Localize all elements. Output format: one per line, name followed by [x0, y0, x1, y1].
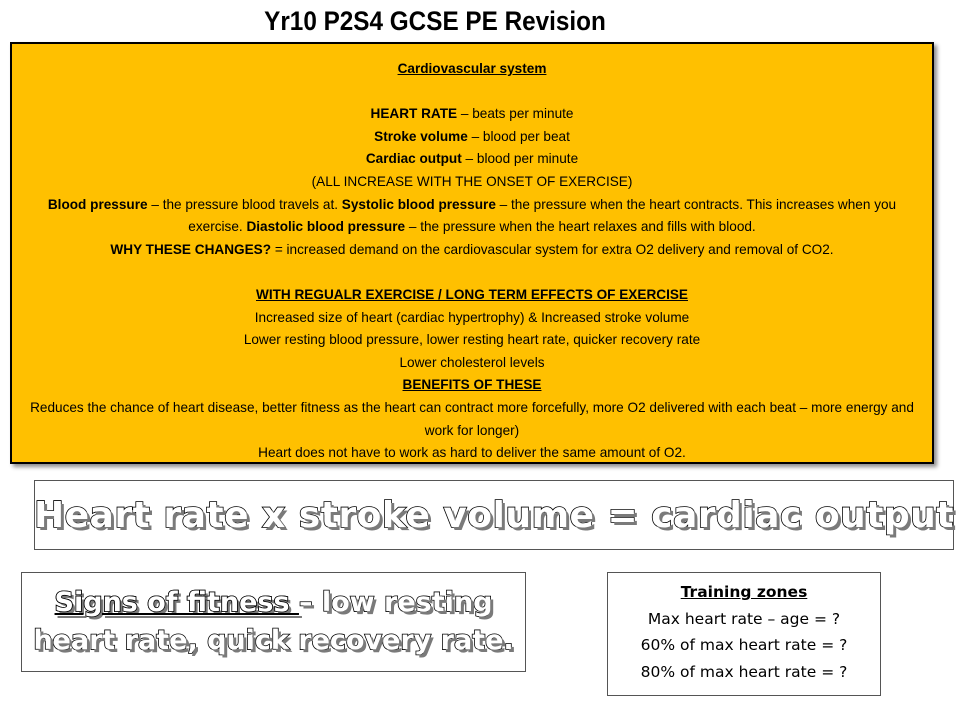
- cardio-heading: Cardiovascular system: [397, 61, 547, 76]
- benefits-2: Heart does not have to work as hard to deliver the same amount of O2.: [258, 445, 686, 461]
- cardiac-output-term: Cardiac output: [365, 151, 462, 167]
- fitness-line-2: heart rate, quick recovery rate.: [33, 625, 514, 656]
- spacer: [20, 261, 924, 284]
- stroke-volume-line: [20, 126, 924, 149]
- blood-pressure-paragraph: [20, 194, 924, 239]
- formula-box: [34, 480, 954, 550]
- cardiovascular-system-panel: [10, 42, 934, 464]
- heart-rate-term: HEART RATE: [370, 106, 458, 122]
- why-changes-term: WHY THESE CHANGES?: [110, 241, 272, 257]
- diastolic-def: – the pressure when the heart relaxes and fills with blood.: [405, 219, 756, 235]
- all-increase-note: (ALL INCREASE WITH THE ONSET OF EXERCISE): [311, 173, 633, 189]
- training-zone-item: 80% of max heart rate = ?: [640, 662, 848, 681]
- long-term-effect-2: Lower resting blood pressure, lower resting heart rate, quicker recovery rate: [243, 332, 701, 348]
- cardiac-output-def: – blood per minute: [461, 151, 579, 167]
- spacer: [20, 81, 924, 104]
- blood-pressure-def: – the pressure blood travels at.: [147, 196, 342, 212]
- fitness-line-1: [55, 584, 493, 622]
- heart-rate-line: [20, 103, 924, 126]
- systolic-term: Systolic blood pressure: [341, 196, 496, 212]
- diastolic-term: Diastolic blood pressure: [246, 219, 406, 235]
- training-zone-item: 60% of max heart rate = ?: [640, 636, 848, 654]
- benefits-1: Reduces the chance of heart disease, better fitness as the heart can contract more forcefully, more O2 delivered with each beat – more energy and work for longer): [30, 399, 914, 438]
- signs-of-fitness-box: [21, 572, 526, 672]
- fitness-rest: – low resting: [298, 587, 493, 618]
- fitness-lead: Signs of fitness: [54, 587, 299, 618]
- blood-pressure-term: Blood pressure: [47, 196, 148, 212]
- long-term-effect-3: Lower cholesterol levels: [399, 354, 545, 370]
- benefits-heading: BENEFITS OF THESE: [402, 377, 542, 393]
- heart-rate-def: – beats per minute: [457, 106, 574, 122]
- why-changes-line: [20, 239, 924, 262]
- training-zones-heading: Training zones: [680, 583, 808, 601]
- stroke-volume-def: – blood per beat: [467, 128, 570, 144]
- cardiac-output-formula: Heart rate x stroke volume = cardiac output: [34, 494, 955, 536]
- training-zones-box: [607, 572, 881, 696]
- why-changes-def: = increased demand on the cardiovascular system for extra O2 delivery and removal of CO2.: [271, 241, 834, 257]
- cardiac-output-line: [20, 148, 924, 171]
- systolic-def: – the pressure when the heart contracts. This increases when you exercise.: [188, 196, 897, 235]
- training-zone-item: Max heart rate – age = ?: [647, 609, 841, 628]
- page-title: Yr10 P2S4 GCSE PE Revision: [264, 6, 606, 36]
- long-term-effect-1: Increased size of heart (cardiac hypertrophy) & Increased stroke volume: [254, 309, 690, 325]
- long-term-heading: WITH REGUALR EXERCISE / LONG TERM EFFECTS OF EXERCISE: [255, 286, 688, 302]
- stroke-volume-term: Stroke volume: [374, 128, 468, 144]
